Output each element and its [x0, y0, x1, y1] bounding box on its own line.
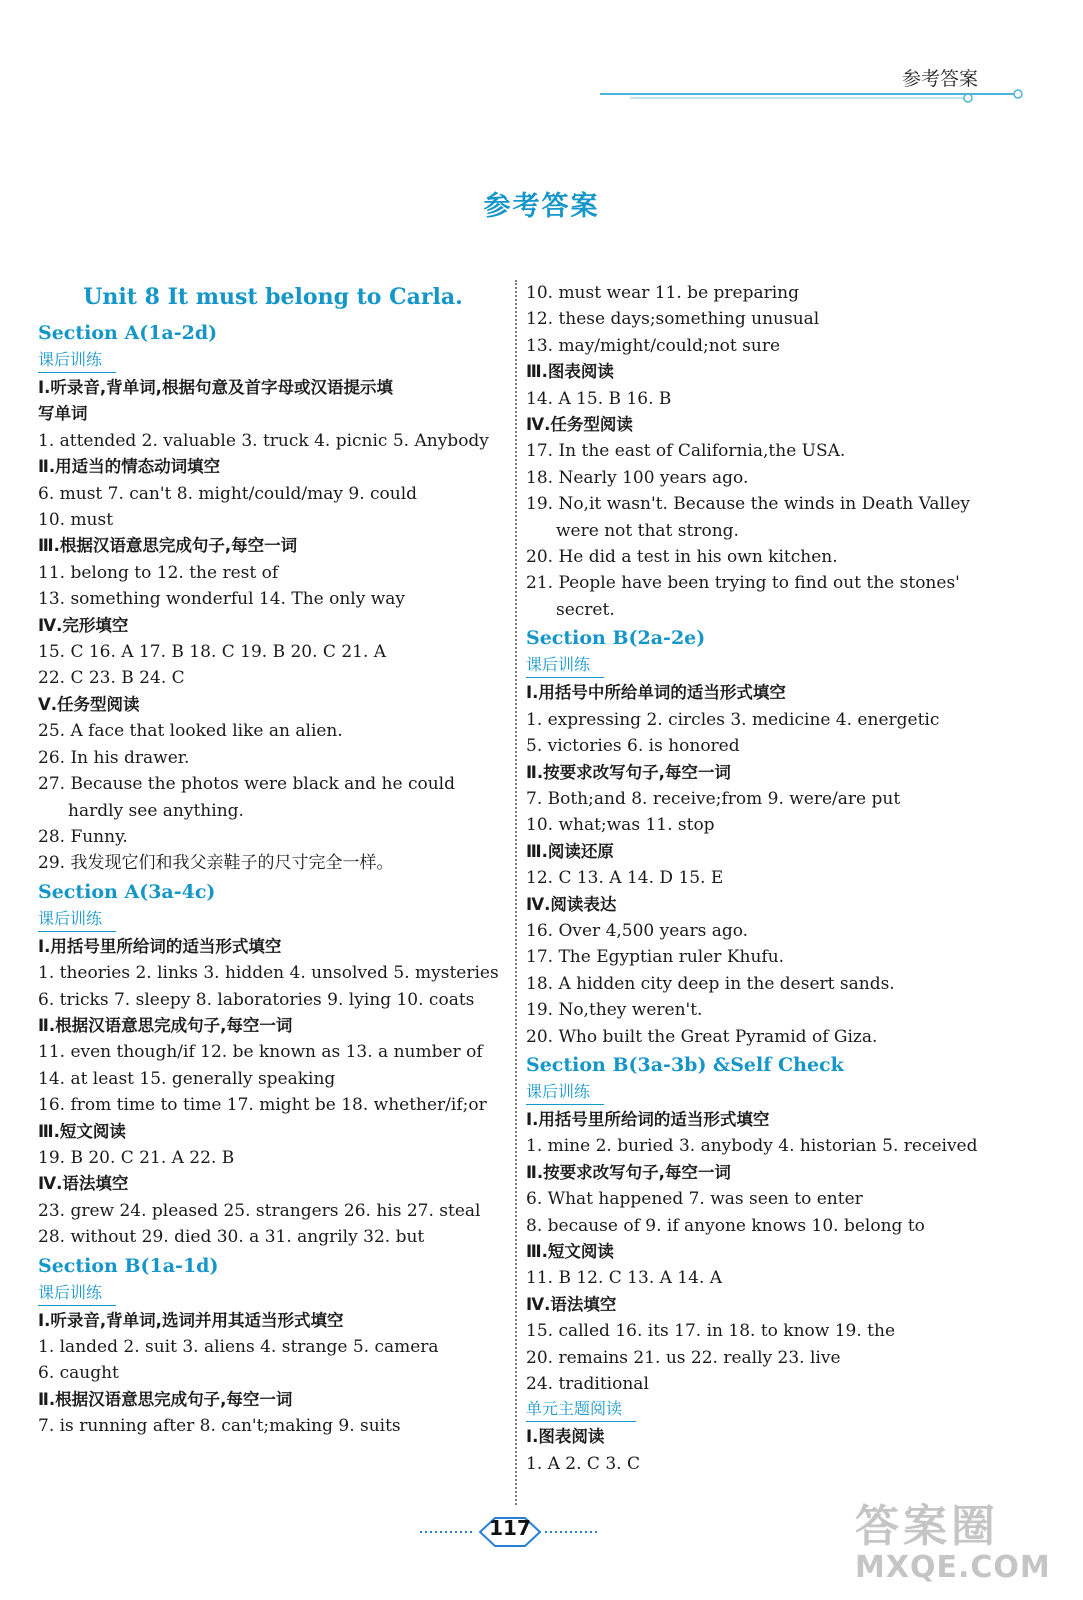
- answer-line: 18. A hidden city deep in the desert sands.: [526, 973, 895, 994]
- answer-line: 19. No,it wasn't. Because the winds in Death Valley: [526, 494, 971, 515]
- section-heading: Section A(3a-4c): [38, 880, 216, 903]
- answer-line: 20. remains 21. us 22. really 23. live: [526, 1347, 841, 1368]
- subsection-label: 单元主题阅读: [526, 1397, 636, 1422]
- answer-line: 20. Who built the Great Pyramid of Giza.: [526, 1026, 878, 1047]
- watermark-line1: 答案圈: [855, 1501, 999, 1552]
- answer-line: 16. Over 4,500 years ago.: [526, 920, 749, 941]
- question-heading: Ⅲ.短文阅读: [526, 1242, 614, 1261]
- answer-line: 28. Funny.: [38, 826, 128, 847]
- answer-line: 17. The Egyptian ruler Khufu.: [526, 947, 785, 968]
- answer-line: 11. B 12. C 13. A 14. A: [526, 1268, 723, 1289]
- question-heading: Ⅰ.用括号里所给词的适当形式填空: [38, 936, 282, 956]
- answer-line: 1. mine 2. buried 3. anybody 4. historian 5. received: [526, 1136, 978, 1157]
- question-heading: Ⅰ.图表阅读: [526, 1427, 605, 1447]
- left-column: [38, 280, 508, 1440]
- answer-line: 23. grew 24. pleased 25. strangers 26. his 27. steal: [38, 1200, 481, 1221]
- answer-line: 1. landed 2. suit 3. aliens 4. strange 5. camera: [38, 1337, 439, 1357]
- answer-line: 15. called 16. its 17. in 18. to know 19. the: [526, 1321, 896, 1342]
- question-heading: Ⅱ.根据汉语意思完成句子,每空一词: [38, 1015, 293, 1035]
- left-answers: [38, 318, 508, 1440]
- question-heading: Ⅲ.图表阅读: [526, 362, 614, 382]
- question-heading: Ⅲ.阅读还原: [526, 841, 614, 861]
- subsection-label: 课后训练: [526, 1080, 604, 1105]
- answer-line: 11. even though/if 12. be known as 13. a number of: [38, 1042, 483, 1063]
- question-heading: Ⅳ.完形填空: [38, 615, 129, 635]
- answer-line: secret.: [556, 599, 615, 620]
- section-heading: Section B(2a-2e): [526, 627, 706, 650]
- unit-title: Unit 8 It must belong to Carla.: [83, 284, 463, 310]
- question-heading: Ⅰ.听录音,背单词,根据句意及首字母或汉语提示填: [38, 378, 393, 397]
- question-heading: 写单词: [38, 404, 88, 424]
- answer-line: 1. attended 2. valuable 3. truck 4. picnic 5. Anybody: [38, 430, 489, 451]
- page-number: 117: [489, 1516, 531, 1540]
- answer-line: 13. something wonderful 14. The only way: [38, 589, 406, 610]
- question-heading: Ⅰ.用括号中所给单词的适当形式填空: [526, 683, 786, 703]
- question-heading: Ⅰ.听录音,背单词,选词并用其适当形式填空: [38, 1310, 344, 1330]
- answer-line: hardly see anything.: [68, 800, 244, 821]
- answer-line: 10. must: [38, 510, 114, 531]
- section-heading: Section A(1a-2d): [38, 322, 218, 344]
- answer-line: were not that strong.: [556, 520, 739, 541]
- question-heading: Ⅳ.语法填空: [526, 1294, 617, 1314]
- column-divider: [515, 280, 517, 1505]
- question-heading: Ⅲ.短文阅读: [38, 1121, 126, 1141]
- answer-line: 12. these days;something unusual: [526, 309, 820, 330]
- answer-line: 25. A face that looked like an alien.: [38, 721, 343, 742]
- answer-line: 27. Because the photos were black and he could: [38, 774, 455, 795]
- answer-line: 10. what;was 11. stop: [526, 815, 715, 836]
- answer-line: 1. theories 2. links 3. hidden 4. unsolved 5. mysteries: [38, 963, 499, 984]
- question-heading: Ⅲ.根据汉语意思完成句子,每空一词: [38, 536, 298, 556]
- watermark-line2: MXQE.COM: [855, 1550, 1051, 1585]
- subsection-label: 课后训练: [38, 907, 116, 932]
- answer-line: 19. B 20. C 21. A 22. B: [38, 1147, 235, 1168]
- section-heading: Section B(1a-1d): [38, 1254, 219, 1277]
- answer-line: 6. caught: [38, 1363, 119, 1384]
- question-heading: Ⅱ.按要求改写句子,每空一词: [526, 762, 731, 782]
- answer-line: 6. tricks 7. sleepy 8. laboratories 9. lying 10. coats: [38, 989, 475, 1010]
- header-label: 参考答案: [902, 68, 979, 90]
- answer-line: 8. because of 9. if anyone knows 10. belong to: [526, 1215, 925, 1236]
- subsection-label: 课后训练: [526, 653, 604, 678]
- answer-line: 5. victories 6. is honored: [526, 736, 740, 757]
- subsection-label: 课后训练: [38, 348, 116, 373]
- question-heading: Ⅳ.任务型阅读: [526, 415, 633, 435]
- answer-line: 7. is running after 8. can't;making 9. suits: [38, 1416, 401, 1437]
- answer-line: 21. People have been trying to find out the stones': [526, 573, 960, 594]
- answer-line: 10. must wear 11. be preparing: [526, 283, 800, 303]
- answer-line: 14. A 15. B 16. B: [526, 388, 672, 409]
- answer-line: 19. No,they weren't.: [526, 1000, 703, 1021]
- answer-line: 12. C 13. A 14. D 15. E: [526, 868, 724, 889]
- answer-line: 28. without 29. died 30. a 31. angrily 32. but: [38, 1227, 425, 1248]
- right-answers: [526, 280, 996, 1477]
- answer-line: 14. at least 15. generally speaking: [38, 1068, 336, 1089]
- question-heading: Ⅳ.阅读表达: [526, 894, 617, 914]
- answer-line: 16. from time to time 17. might be 18. whether/if;or: [38, 1095, 487, 1116]
- answer-line: 13. may/might/could;not sure: [526, 335, 781, 356]
- answer-line: 17. In the east of California,the USA.: [526, 441, 846, 462]
- question-heading: Ⅴ.任务型阅读: [38, 694, 140, 714]
- answer-line: 7. Both;and 8. receive;from 9. were/are put: [526, 788, 901, 809]
- question-heading: Ⅰ.用括号里所给词的适当形式填空: [526, 1109, 770, 1129]
- section-heading: Section B(3a-3b) &Self Check: [526, 1053, 844, 1076]
- question-heading: Ⅱ.按要求改写句子,每空一词: [526, 1162, 731, 1182]
- answer-line: 22. C 23. B 24. C: [38, 668, 185, 689]
- answer-line: 26. In his drawer.: [38, 747, 190, 768]
- question-heading: Ⅱ.根据汉语意思完成句子,每空一词: [38, 1389, 293, 1409]
- answer-line: 24. traditional: [526, 1374, 649, 1395]
- answer-line: 6. What happened 7. was seen to enter: [526, 1189, 863, 1210]
- answer-line: 29. 我发现它们和我父亲鞋子的尺寸完全一样。: [38, 853, 394, 874]
- answer-line: 11. belong to 12. the rest of: [38, 562, 279, 583]
- answer-line: 6. must 7. can't 8. might/could/may 9. could: [38, 483, 418, 504]
- answer-line: 15. C 16. A 17. B 18. C 19. B 20. C 21. A: [38, 642, 387, 663]
- watermark: [855, 1490, 1075, 1595]
- header-decoration: [600, 86, 1050, 106]
- question-heading: Ⅱ.用适当的情态动词填空: [38, 457, 221, 477]
- answer-line: 1. A 2. C 3. C: [526, 1453, 640, 1474]
- answer-line: 18. Nearly 100 years ago.: [526, 467, 749, 488]
- page-title: 参考答案: [483, 191, 600, 222]
- question-heading: Ⅳ.语法填空: [38, 1174, 129, 1194]
- answer-line: 20. He did a test in his own kitchen.: [526, 547, 838, 568]
- answer-line: 1. expressing 2. circles 3. medicine 4. energetic: [526, 709, 940, 730]
- subsection-label: 课后训练: [38, 1281, 116, 1306]
- right-column: [526, 280, 996, 1477]
